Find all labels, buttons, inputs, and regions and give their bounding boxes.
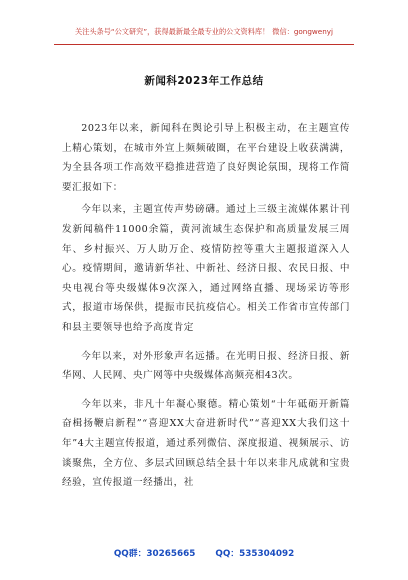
document-title: 新闻科2023年工作总结 [144, 75, 264, 87]
promo-banner-text: 关注头条号“公文研究”，获得最新最全最专业的公文资料库！ [74, 27, 270, 36]
contact-footer [0, 546, 408, 559]
paragraph-external-image: 今年以来，对外形象声名远播。在光明日报、经济日报、新华网、人民网、央广网等中央级媒体高频亮相43次。 [62, 350, 350, 382]
paragraph-decade-review: 今年以来，非凡十年凝心聚德。精心策划“十年砥砺开新篇奋楫扬鞭启新程”“喜迎XX大奋进新时代”“喜迎XX大我们这十年”4大主题宣传报道，通过系列微信、深度报道、视频展示、访谈聚焦，全方位、多层式回顾总结全县十年以来非凡成就和宝贵经验，宣传报道一经播出，社 [62, 398, 350, 489]
paragraph-theme-publicity: 今年以来，主题宣传声势磅礴。通过上三级主流媒体累计刊发新闻稿件11000余篇，黄河流域生态保护和高质量发展三周年、乡村振兴、万人助万企、疫情防控等重大主题报道深入人心。疫情期间，邀请新华社、中新社、经济日报、农民日报、中央电视台等央级媒体9次深入，通过网络直播、现场采访等形式，报道市场保供，提振市民抗疫信心。相关工作省市宣传部门和县主要领导也给予高度肯定 [62, 204, 350, 333]
wechat-id-text: 微信：gongwenyj [272, 27, 334, 36]
qq-group-text: QQ群：30265665 [113, 549, 196, 559]
document-body [62, 119, 350, 493]
header-divider [54, 44, 354, 45]
qq-contact-text: QQ：535304092 [215, 549, 295, 559]
paragraph-intro: 2023年以来，新闻科在舆论引导上积极主动，在主题宣传上精心策划，在城市外宣上频频破圈，在平台建设上收获满满，为全县各项工作高效平稳推进营造了良好舆论氛围，现将工作简要汇报如下： [62, 123, 350, 193]
promo-banner [30, 27, 378, 37]
